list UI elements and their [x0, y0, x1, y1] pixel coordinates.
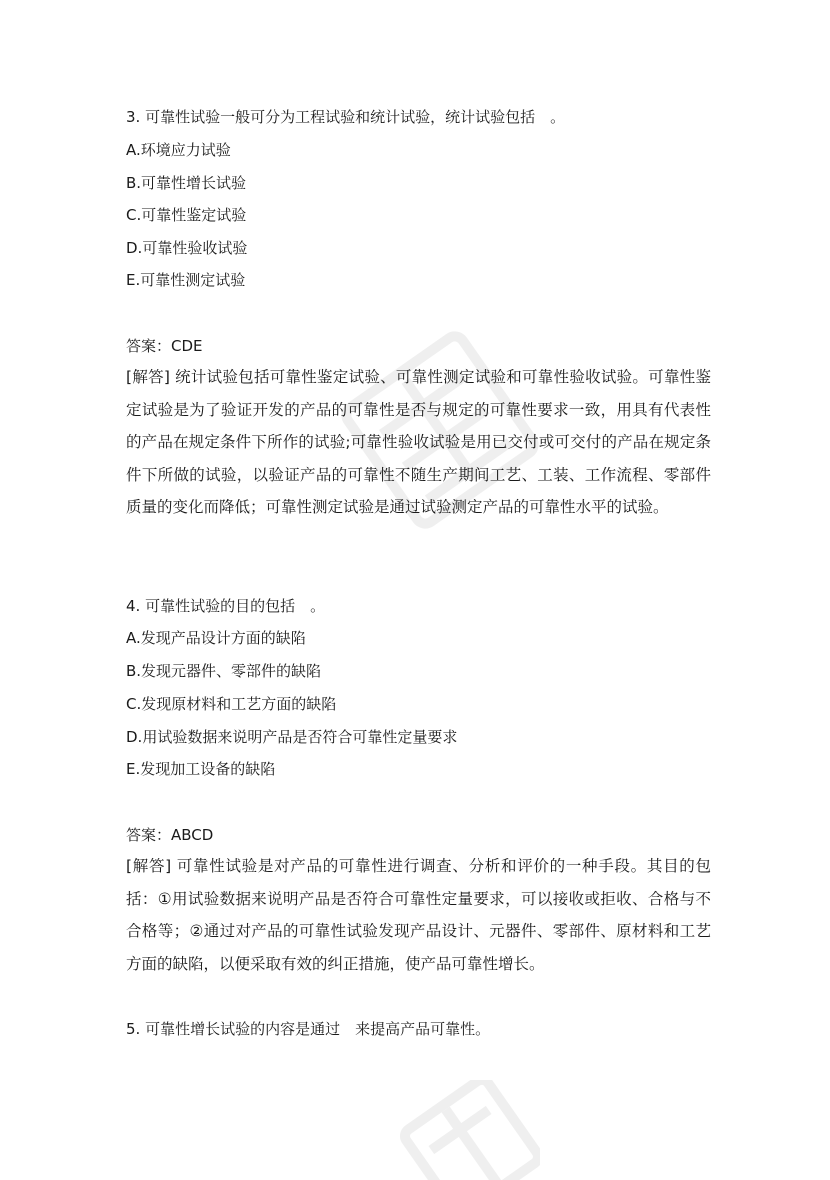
question-3-option-c: C.可靠性鉴定试验: [126, 206, 247, 224]
question-4-answer: 答案：ABCD: [126, 826, 214, 844]
watermark-logo-icon-bottom: [380, 1080, 540, 1180]
question-4-option-a: A.发现产品设计方面的缺陷: [126, 629, 306, 647]
question-4-option-d: D.用试验数据来说明产品是否符合可靠性定量要求: [126, 728, 458, 746]
question-3-option-b: B.可靠性增长试验: [126, 174, 247, 192]
question-3-option-a: A.环境应力试验: [126, 141, 231, 159]
question-3-option-d: D.可靠性验收试验: [126, 239, 248, 257]
question-4-option-b: B.发现元器件、零部件的缺陷: [126, 662, 322, 680]
question-3-stem: 3. 可靠性试验一般可分为工程试验和统计试验，统计试验包括 。: [126, 108, 566, 126]
question-3-option-e: E.可靠性测定试验: [126, 271, 246, 289]
question-4-option-c: C.发现原材料和工艺方面的缺陷: [126, 695, 337, 713]
question-3-answer: 答案：CDE: [126, 337, 203, 355]
question-4-analysis: [解答] 可靠性试验是对产品的可靠性进行调查、分析和评价的一种手段。其目的包括：①用试验数据来说明产品是否符合可靠性定量要求，可以接收或拒收、合格与不合格等；②通过对产品的可靠性试验发现产品设计、元器件、零部件、原材料和工艺方面的缺陷，以便采取有效的纠正措施，使产品可靠性增长。: [126, 857, 711, 973]
question-5-stem: 5. 可靠性增长试验的内容是通过 来提高产品可靠性。: [126, 1020, 491, 1038]
question-4-option-e: E.发现加工设备的缺陷: [126, 760, 276, 778]
question-4-stem: 4. 可靠性试验的目的包括 。: [126, 597, 326, 615]
question-3-analysis: [解答] 统计试验包括可靠性鉴定试验、可靠性测定试验和可靠性验收试验。可靠性鉴定试验是为了验证开发的产品的可靠性是否与规定的可靠性要求一致，用具有代表性的产品在规定条件下所作的试验;可靠性验收试验是用已交付或可交付的产品在规定条件下所做的试验，以验证产品的可靠性不随生产期间工艺、工装、工作流程、零部件质量的变化而降低；可靠性测定试验是通过试验测定产品的可靠性水平的试验。: [126, 368, 711, 517]
